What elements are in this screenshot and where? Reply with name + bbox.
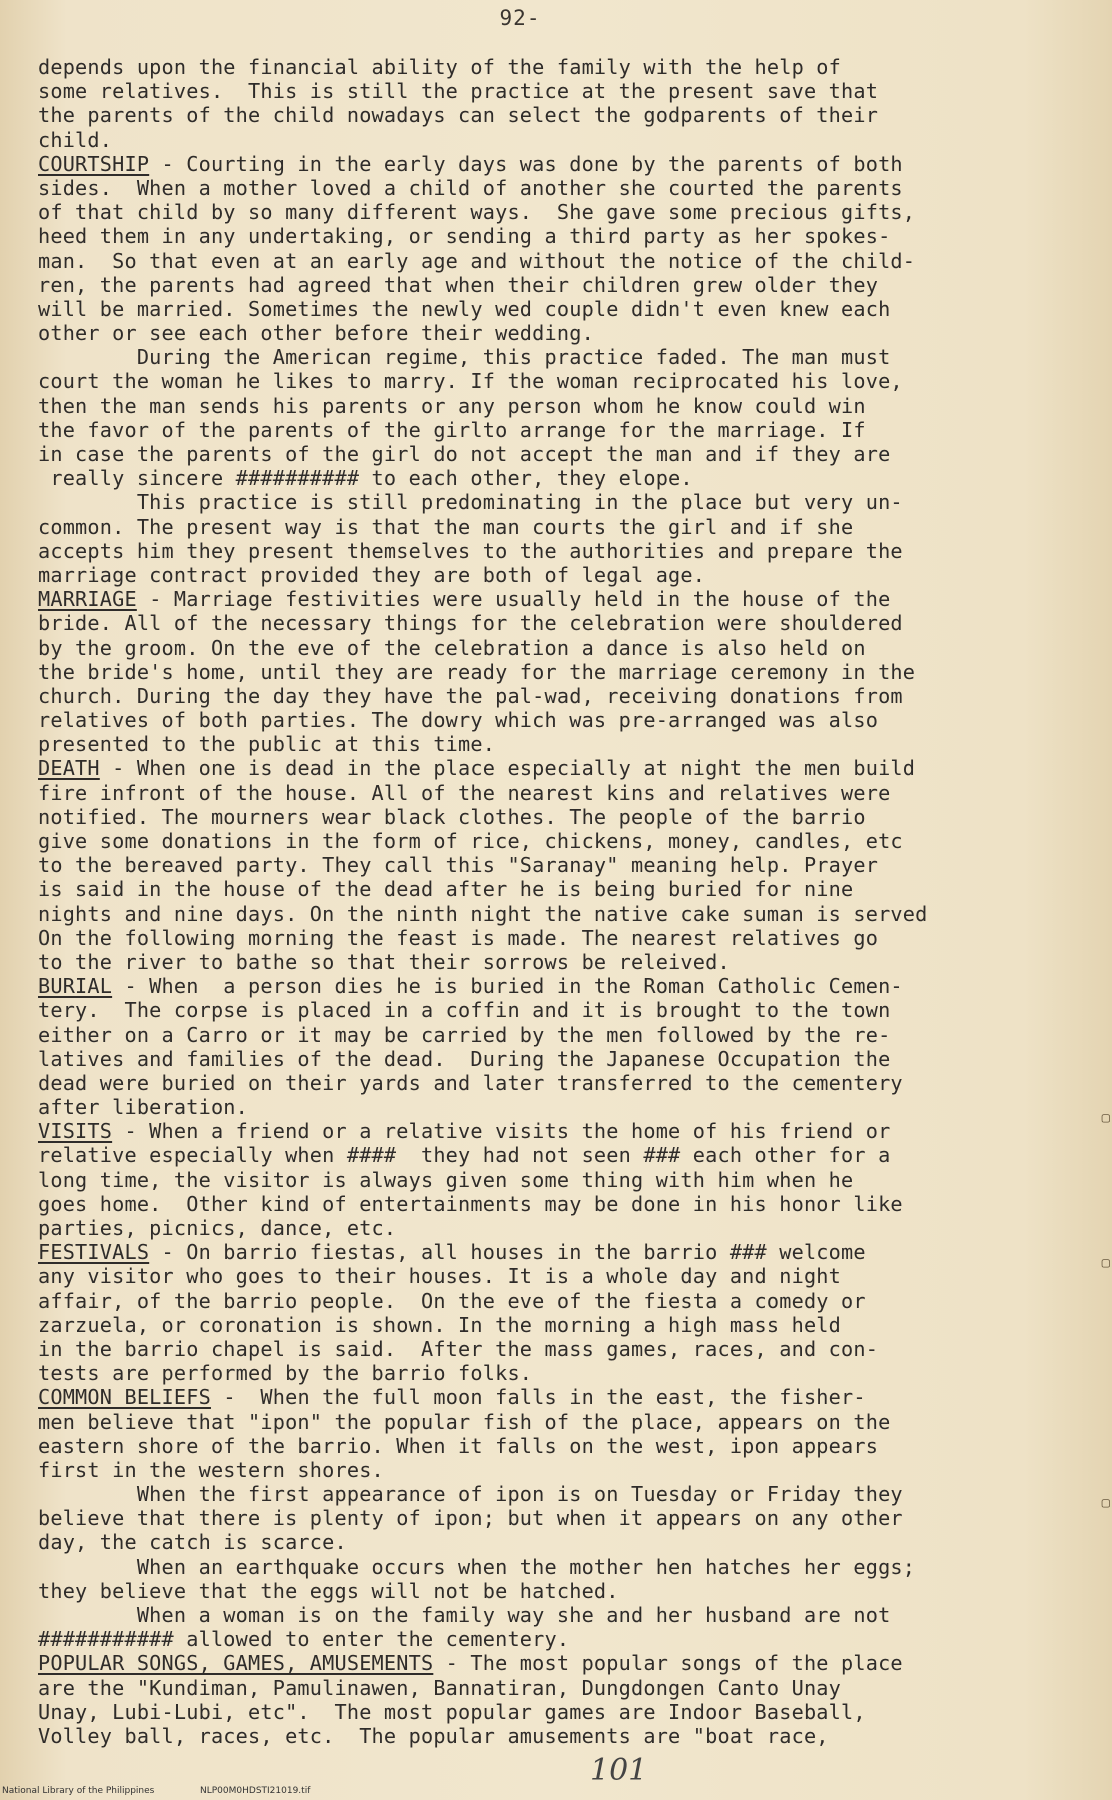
text-line: ren, the parents had agreed that when their children grew older they (38, 272, 879, 297)
text-line: first in the western shores. (38, 1457, 384, 1482)
text-line: will be married. Sometimes the newly wed couple didn't even knew each (38, 296, 891, 321)
text-line: give some donations in the form of rice, chickens, money, candles, etc (38, 829, 903, 853)
text-line: court the woman he likes to marry. If the woman reciprocated his love, (38, 369, 903, 394)
text-line: During the American regime, this practice faded. The man must (38, 345, 891, 370)
text-line: MARRIAGE - Marriage festivities were usually held in the house of the (38, 587, 891, 612)
text-line: in case the parents of the girl do not accept the man and if they are (38, 442, 891, 466)
text-line: church. During the day they have the pal-wad, receiving donations from (38, 683, 903, 708)
text-line: DEATH - When one is dead in the place especially at night the men build (38, 756, 916, 781)
text-line: presented to the public at this time. (38, 732, 496, 757)
text-line: of that child by so many different ways. She gave some precious gifts, (38, 200, 916, 225)
edge-mark: ▢ (1101, 1110, 1110, 1126)
text-line: affair, of the barrio people. On the eve of the fiesta a comedy or (38, 1288, 866, 1313)
text-line: tery. The corpse is placed in a coffin and it is brought to the town (38, 998, 891, 1023)
section-heading: FESTIVALS (38, 1240, 150, 1265)
document-body (38, 55, 1098, 1748)
text-line: relatives of both parties. The dowry which was pre-arranged was also (38, 708, 879, 733)
text-line: really sincere ########## to each other, they elope. (38, 466, 693, 491)
text-line: believe that there is plenty of ipon; but when it appears on any other (38, 1506, 903, 1531)
text-line: latives and families of the dead. During the Japanese Occupation the (38, 1046, 891, 1071)
text-line: Volley ball, races, etc. The popular amusements are "boat race, (38, 1723, 829, 1748)
text-line: common. The present way is that the man courts the girl and if she (38, 514, 854, 539)
text-line: they believe that the eggs will not be hatched. (38, 1578, 619, 1603)
text-line: POPULAR SONGS, GAMES, AMUSEMENTS - The most popular songs of the place (38, 1651, 903, 1676)
section-heading: POPULAR SONGS, GAMES, AMUSEMENTS (38, 1651, 434, 1676)
text-line: to the river to bathe so that their sorrows be releived. (38, 949, 730, 974)
section-heading: BURIAL (38, 974, 113, 999)
text-line: nights and nine days. On the ninth night the native cake suman is served (38, 901, 928, 926)
text-line: any visitor who goes to their houses. It is a whole day and night (38, 1264, 842, 1289)
text-line: dead were buried on their yards and later transferred to the cementery (38, 1070, 903, 1095)
text-line: zarzuela, or coronation is shown. In the morning a high mass held (38, 1312, 842, 1337)
section-heading: COMMON BELIEFS (38, 1385, 211, 1410)
edge-mark: ▢ (1101, 1255, 1110, 1271)
page-number: 92- (499, 6, 541, 30)
text-line: after liberation. (38, 1095, 249, 1120)
text-line: FESTIVALS - On barrio fiestas, all houses in the barrio ### welcome (38, 1240, 866, 1265)
text-line: by the groom. On the eve of the celebration a dance is also held on (38, 635, 866, 660)
section-heading: DEATH (38, 756, 100, 781)
text-line: When a woman is on the family way she and her husband are not (38, 1603, 891, 1627)
text-line: tests are performed by the barrio folks. (38, 1361, 533, 1386)
text-line: to the bereaved party. They call this "Saranay" meaning help. Prayer (38, 853, 879, 878)
text-line: parties, picnics, dance, etc. (38, 1216, 397, 1240)
text-line: then the man sends his parents or any person whom he know could win (38, 393, 866, 418)
text-line: goes home. Other kind of entertainments may be done in his honor like (38, 1191, 903, 1216)
text-line: When an earthquake occurs when the mother hen hatches her eggs; (38, 1554, 916, 1579)
text-line: either on a Carro or it may be carried by the men followed by the re- (38, 1022, 891, 1047)
text-line: the bride's home, until they are ready for the marriage ceremony in the (38, 659, 916, 684)
text-line: the favor of the parents of the girlto arrange for the marriage. If (38, 417, 866, 442)
text-line: marriage contract provided they are both of legal age. (38, 562, 706, 587)
text-line: eastern shore of the barrio. When it falls on the west, ipon appears (38, 1433, 879, 1458)
text-line: other or see each other before their wedding. (38, 321, 594, 346)
section-heading: VISITS (38, 1119, 113, 1144)
text-line: sides. When a mother loved a child of another she courted the parents (38, 175, 903, 200)
footer-file-name: NLP00M0HDSTI21019.tif (200, 1786, 311, 1796)
text-line: some relatives. This is still the practice at the present save that (38, 79, 879, 104)
text-line: When the first appearance of ipon is on Tuesday or Friday they (38, 1482, 903, 1507)
text-line: depends upon the financial ability of the family with the help of (38, 55, 842, 79)
text-line: notified. The mourners wear black clothes. The people of the barrio (38, 804, 866, 829)
text-line: day, the catch is scarce. (38, 1530, 347, 1555)
text-line: heed them in any undertaking, or sending a third party as her spokes- (38, 224, 891, 249)
text-line: bride. All of the necessary things for the celebration were shouldered (38, 611, 903, 636)
text-line: child. (38, 127, 113, 152)
text-line: fire infront of the house. All of the nearest kins and relatives were (38, 780, 891, 805)
text-line: COMMON BELIEFS - When the full moon falls in the east, the fisher- (38, 1385, 866, 1410)
text-line: the parents of the child nowadays can select the godparents of their (38, 103, 879, 128)
text-line: in the barrio chapel is said. After the mass games, races, and con- (38, 1336, 879, 1361)
text-line: VISITS - When a friend or a relative visits the home of his friend or (38, 1119, 891, 1144)
text-line: Unay, Lubi-Lubi, etc". The most popular games are Indoor Baseball, (38, 1699, 866, 1724)
text-line: men believe that "ipon" the popular fish of the place, appears on the (38, 1409, 891, 1434)
text-line: is said in the house of the dead after he is being buried for nine (38, 877, 854, 902)
text-line: COURTSHIP - Courting in the early days was done by the parents of both (38, 151, 903, 176)
section-heading: MARRIAGE (38, 587, 137, 612)
handwritten-page-number: 101 (590, 1753, 648, 1788)
text-line: This practice is still predominating in the place but very un- (38, 490, 903, 515)
text-line: ########### allowed to enter the cementery. (38, 1627, 570, 1652)
section-heading: COURTSHIP (38, 151, 150, 176)
text-line: man. So that even at an early age and without the notice of the child- (38, 248, 916, 273)
text-line: BURIAL - When a person dies he is buried in the Roman Catholic Cemen- (38, 974, 903, 999)
text-line: relative especially when #### they had not seen ### each other for a (38, 1143, 891, 1168)
text-line: On the following morning the feast is made. The nearest relatives go (38, 925, 879, 950)
text-line: long time, the visitor is always given some thing with him when he (38, 1167, 854, 1192)
footer-library-credit: National Library of the Philippines (2, 1786, 155, 1796)
text-line: are the "Kundiman, Pamulinawen, Bannatiran, Dungdongen Canto Unay (38, 1675, 842, 1700)
text-line: accepts him they present themselves to the authorities and prepare the (38, 538, 903, 563)
edge-mark: ▢ (1101, 1495, 1110, 1511)
